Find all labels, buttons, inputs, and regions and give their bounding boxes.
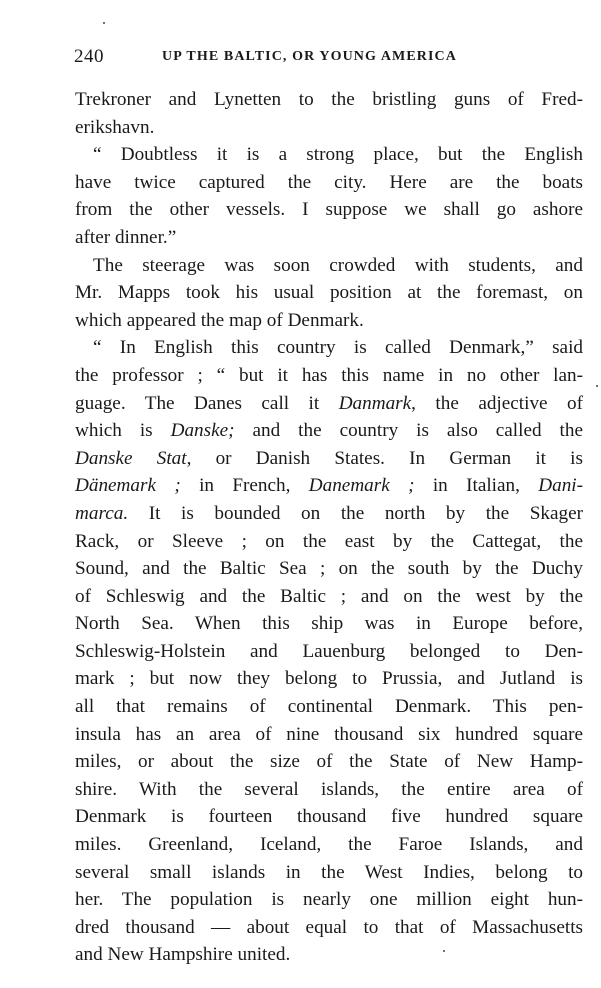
text-line: Trekroner and Lynetten to the bristling guns of Fred-: [75, 89, 583, 110]
text-line: erikshavn.: [75, 116, 155, 138]
scan-speck: [596, 385, 598, 387]
text-line: insula has an area of nine thousand six hundred square: [75, 723, 583, 745]
text-line: “ In English this country is called Denmark,” said: [93, 337, 583, 359]
text-line: Mr. Mapps took his usual position at the foremast, on: [75, 282, 583, 304]
text-line: “ Doubtless it is a strong place, but the English: [93, 144, 583, 166]
text-line: marca. It is bounded on the north by the Skager: [75, 502, 583, 524]
text-line: which is Danske; and the country is also called the: [75, 420, 583, 442]
text-line: mark ; but now they belong to Prussia, and Jutland is: [75, 668, 583, 690]
text-line: North Sea. When this ship was in Europe before,: [75, 613, 583, 635]
text-line: Schleswig-Holstein and Lauenburg belonged to Den-: [75, 640, 583, 662]
text-line: Danske Stat, or Danish States. In German it is: [75, 447, 583, 469]
text-line: of Schleswig and the Baltic ; and on the west by the: [75, 585, 583, 607]
text-line: which appeared the map of Denmark.: [75, 309, 364, 331]
text-line: guage. The Danes call it Danmark, the adjective of: [75, 392, 584, 414]
text-line: The steerage was soon crowded with students, and: [93, 254, 583, 276]
text-line: and New Hampshire united.: [75, 944, 291, 966]
scan-speck: [443, 950, 445, 952]
text-line: after dinner.”: [75, 226, 177, 248]
text-line: miles, or about the size of the State of New Hamp-: [75, 751, 583, 773]
scan-speck: [103, 22, 105, 24]
text-line: from the other vessels. I suppose we shall go ashore: [75, 199, 583, 221]
text-line: Dänemark ; in French, Danemark ; in Italian, Dani-: [75, 475, 584, 497]
text-line: shire. With the several islands, the entire area of: [75, 778, 583, 800]
text-line: the professor ; “ but it has this name in no other lan-: [75, 364, 583, 386]
body-text: [75, 86, 583, 969]
text-line: several small islands in the West Indies, belong to: [75, 861, 583, 883]
page-number: 240: [74, 46, 104, 67]
text-line: Sound, and the Baltic Sea ; on the south by the Duchy: [75, 558, 583, 580]
text-line: Denmark is fourteen thousand five hundred square: [75, 806, 583, 828]
running-title: UP THE BALTIC, OR YOUNG AMERICA: [162, 49, 457, 64]
text-line: have twice captured the city. Here are the boats: [75, 171, 583, 193]
running-header: [74, 46, 586, 70]
text-line: miles. Greenland, Iceland, the Faroe Islands, and: [75, 834, 583, 856]
text-line: her. The population is nearly one million eight hun-: [75, 889, 583, 911]
text-line: dred thousand — about equal to that of Massachusetts: [75, 916, 583, 938]
text-line: Rack, or Sleeve ; on the east by the Cattegat, the: [75, 530, 583, 552]
text-line: all that remains of continental Denmark. This pen-: [75, 696, 583, 718]
